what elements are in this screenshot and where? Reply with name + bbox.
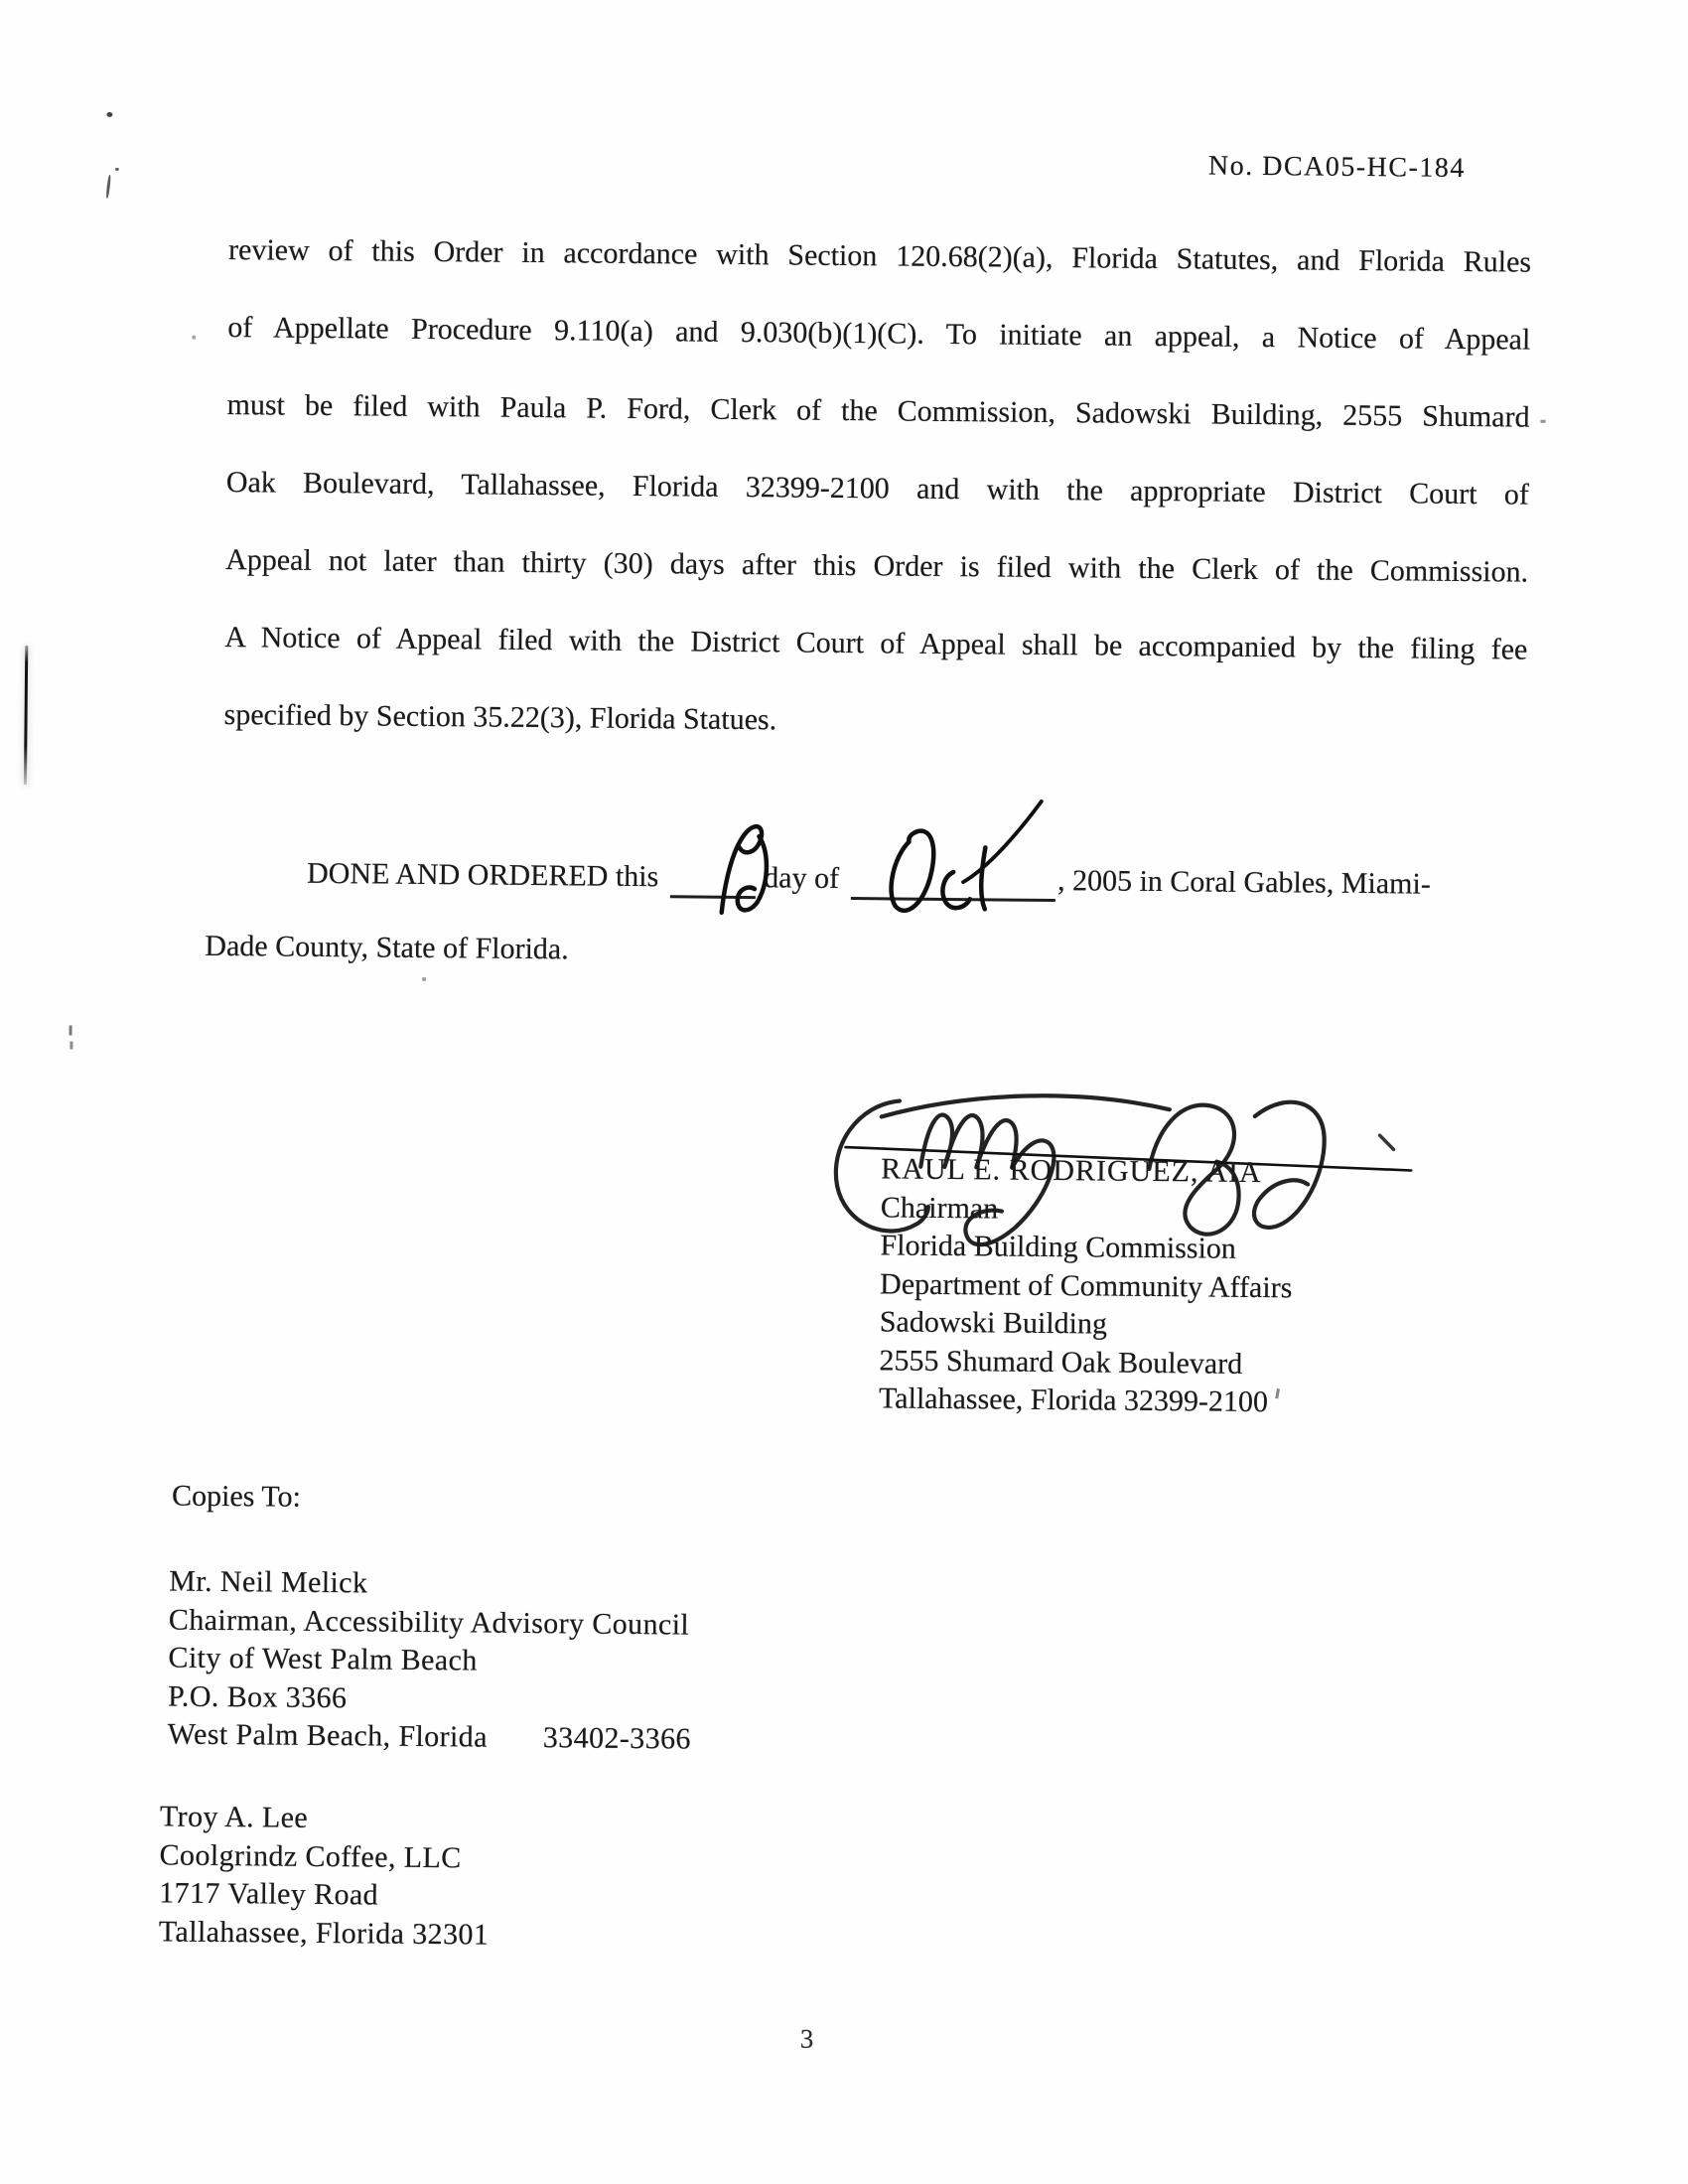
paragraph-line: of Appellate Procedure 9.110(a) and 9.030(b)(1)(C). To initiate an appeal, a Notice of Appeal: [227, 311, 1531, 357]
paragraph-line: review of this Order in accordance with Section 120.68(2)(a), Florida Statutes, and Florida Rules: [227, 233, 1532, 279]
page-number: 3: [799, 2023, 814, 2054]
recipient-address: [168, 1562, 693, 1759]
order-continuation: Dade County, State of Florida.: [205, 929, 569, 966]
scan-artifact-speck: [1541, 420, 1546, 423]
paragraph-line: Oak Boulevard, Tallahassee, Florida 32399-2100 and with the appropriate District Court of: [225, 466, 1529, 511]
order-suffix: , 2005 in Coral Gables, Miami-: [1056, 864, 1431, 901]
signature-block: [879, 1150, 1294, 1421]
recipient-zip: 33402-3366: [542, 1721, 692, 1756]
order-prefix: DONE AND ORDERED this: [306, 856, 659, 894]
recipient-line: Tallahassee, Florida 32301: [158, 1914, 490, 1952]
appeal-instructions-paragraph: [223, 212, 1531, 767]
handwritten-month: [864, 787, 1063, 930]
signer-org-line: Tallahassee, Florida 32399-2100: [878, 1382, 1269, 1419]
scan-artifact-mark: [105, 175, 111, 199]
scan-artifact-speck: [422, 977, 426, 981]
signer-org-line: Department of Community Affairs: [879, 1266, 1293, 1304]
recipient-line: Troy A. Lee: [159, 1800, 309, 1834]
signer-org-line: 2555 Shumard Oak Boulevard: [879, 1343, 1243, 1381]
scan-artifact-vertical-line: [24, 646, 28, 785]
recipient-line: 1717 Valley Road: [159, 1876, 379, 1912]
signer-title: Chairman: [880, 1190, 999, 1225]
recipient-line: Mr. Neil Melick: [169, 1564, 368, 1600]
day-of-label: day of: [764, 861, 840, 895]
paragraph-line: must be filed with Paula P. Ford, Clerk of the Commission, Sadowski Building, 2555 Shumard: [226, 388, 1530, 434]
recipient-line: [168, 1715, 691, 1759]
paragraph-line: specified by Section 35.22(3), Florida Statues.: [223, 697, 777, 737]
handwritten-day: [697, 811, 797, 924]
signer-org-line: Sadowski Building: [879, 1305, 1108, 1341]
case-number: No. DCA05-HC-184: [1207, 150, 1467, 184]
recipient-line: P.O. Box 3366: [167, 1678, 348, 1714]
scan-artifact-dash: [70, 1042, 72, 1050]
scan-artifact-dash: [70, 1026, 72, 1036]
recipient-line: City of West Palm Beach: [168, 1641, 478, 1677]
paragraph-line: A Notice of Appeal filed with the District Court of Appeal shall be accompanied by the filing fee: [224, 620, 1528, 666]
scan-artifact-dot: [106, 112, 112, 117]
signer-name: RAUL E. RODRIGUEZ, AIA: [881, 1152, 1262, 1190]
paragraph-line: Appeal not later than thirty (30) days after this Order is filed with the Clerk of the Commission.: [224, 542, 1529, 589]
recipient-address: [159, 1798, 491, 1954]
copies-to-heading: Copies To:: [171, 1479, 302, 1514]
recipient-city: West Palm Beach, Florida: [167, 1717, 489, 1754]
signer-org-line: Florida Building Commission: [880, 1229, 1237, 1265]
recipient-line: Coolgrindz Coffee, LLC: [159, 1837, 462, 1874]
recipient-line: Chairman, Accessibility Advisory Council: [168, 1602, 690, 1642]
scan-artifact-dot: [115, 168, 119, 171]
scan-artifact-speck: [192, 336, 196, 340]
